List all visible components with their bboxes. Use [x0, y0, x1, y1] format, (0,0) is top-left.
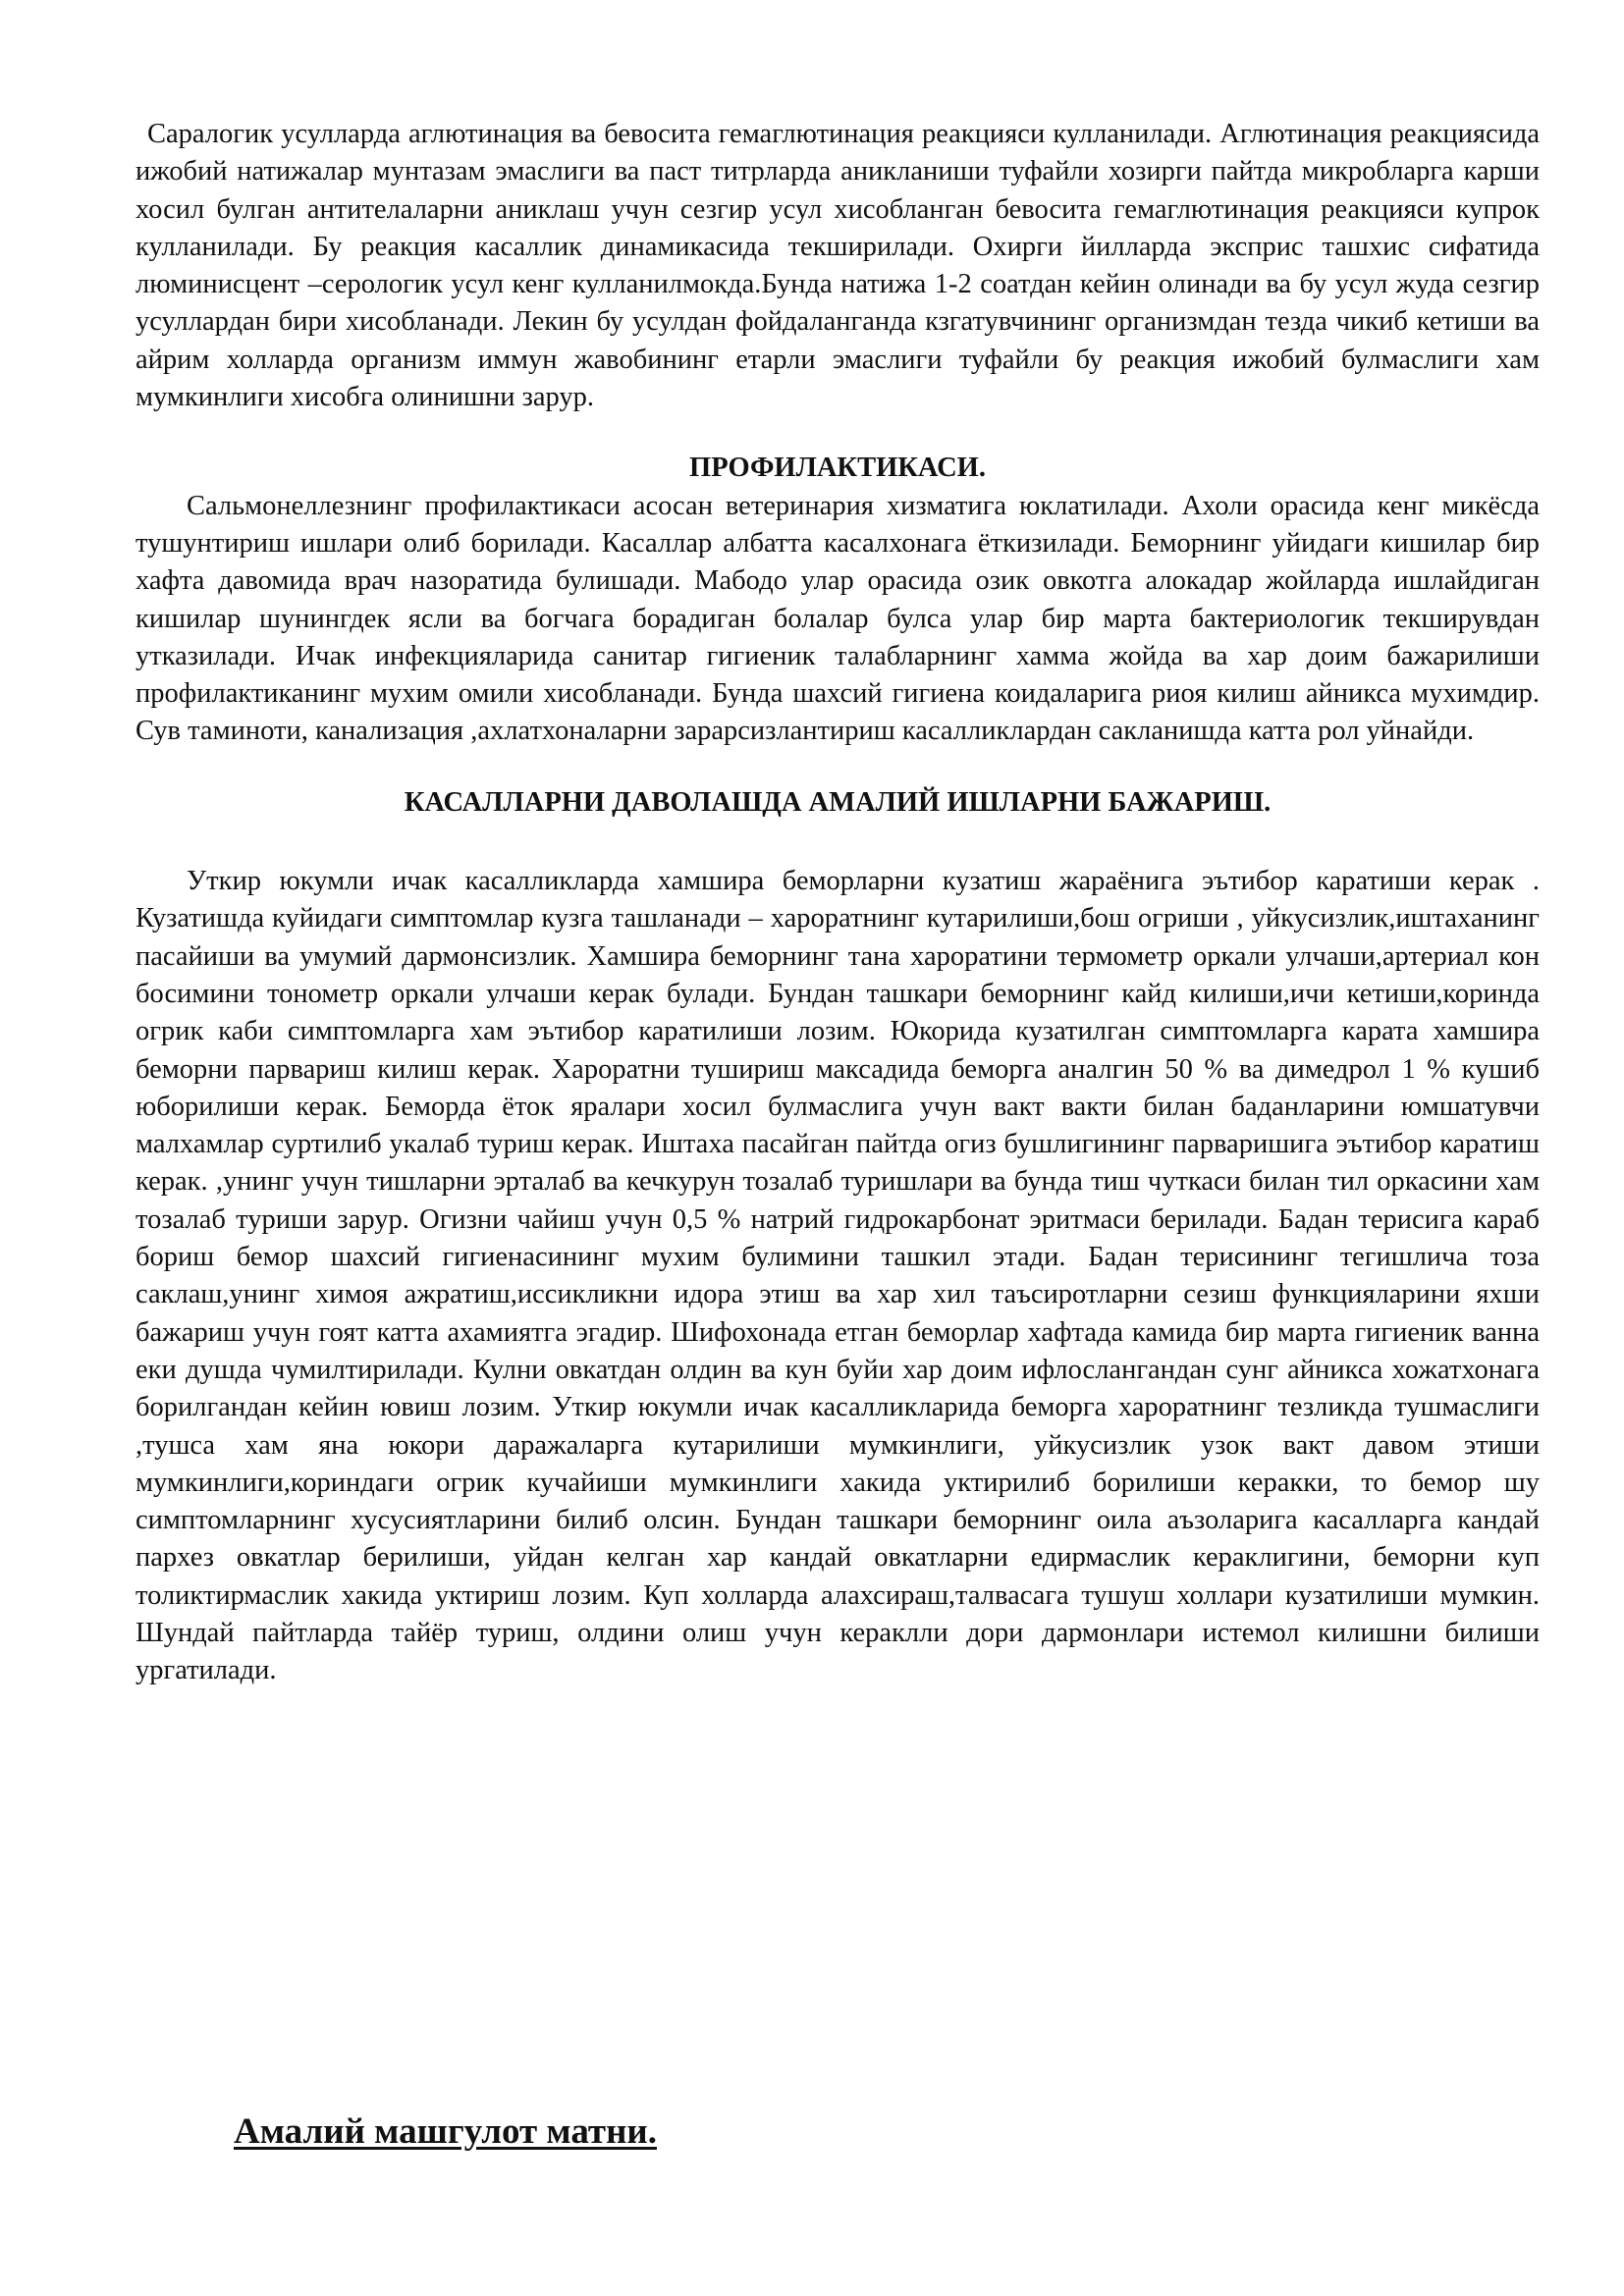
paragraph-treatment: Уткир юкумли ичак касалликларда хамшира беморларни кузатиш жараёнига эътибор каратиши керак . Кузатишда куйидаги симптомлар кузга ташланади – хароратнинг кутарилиши,бош огриши , уйкусизлик,иштаханинг пасайиши ва умумий дармонсизлик. Хамшира беморнинг тана хароратини термометр оркали улчаши,артериал кон босимини тонометр оркали улчаши керак булади. Бундан ташкари беморнинг кайд килиши,ичи кетиши,коринда огрик каби симптомларга хам эътибор каратилиши лозим. Юкорида кузатилган симптомларга карата хамшира беморни парвариш килиш керак. Хароратни тушириш максадида беморга аналгин 50 % ва димедрол 1 % кушиб юборилиши керак. Беморда ёток яралари хосил булмаслига учун вакт вакти билан баданларини юмшатувчи малхамлар суртилиб укалаб туриш керак. Иштаха пасайган пайтда огиз бушлигининг парваришига эътибор каратиш керак. ,унинг учун тишларни эрталаб ва кечкурун тозалаб туришлари ва бунда тиш чуткаси билан тил оркасини хам тозалаб туриши зарур. Огизни чайиш учун 0,5 % натрий гидрокарбонат эритмаси берилади. Бадан терисига караб бориш бемор шахсий гигиенасининг мухим булимини ташкил этади. Бадан терисининг тегишлича тоза саклаш,унинг химоя ажратиш,иссикликни идора этиш ва хар хил таъсиротларни сезиш функцияларини яхши бажариш учун гоят катта ахамиятга эгадир. Шифохонада етган беморлар хафтада камида бир марта гигиеник ванна еки душда чумилтирилади. Кулни овкатдан олдин ва кун буйи хар доим ифлослангандан сунг айникса хожатхонага борилгандан кейин ювиш лозим. Уткир юкумли ичак касалликларида беморга хароратнинг тезликда тушмаслиги ,тушса хам яна юкори даражаларга кутарилиши мумкинлиги, уйкусизлик узок вакт давом этиши мумкинлиги,кориндаги огрик кучайиши мумкинлиги хакида уктирилиб борилиши керакки, то бемор шу симптомларнинг хусусиятларини билиб олсин. Бундан ташкари беморнинг оила аъзоларига касалларга кандай пархез овкатлар берилиши, уйдан келган хар кандай овкатларни едирмаслик кераклигини, беморни куп толиктирмаслик хакида уктириш лозим. Куп холларда алахсираш,талвасага тушуш холлари кузатилиши мумкин. Шундай пайтларда тайёр туриш, олдини олиш учун кераклли дори дармонлари истемол килишни билиши ургатилади.	[135, 866, 1540, 1686]
practical-lesson-title: Амалий машгулот матни.	[234, 2111, 657, 2152]
document-page	[135, 116, 1540, 1690]
heading-treatment: КАСАЛЛАРНИ ДАВОЛАШДА АМАЛИЙ ИШЛАРНИ БАЖАРИШ.	[404, 786, 1272, 818]
paragraph-serology: Саралогик усулларда аглютинация ва бевосита гемаглютинация реакцияси кулланилади. Аглютинация реакциясида ижобий натижалар мунтазам эмаслиги ва паст титрларда аникланиши туфайли хозирги пайтда микробларга карши хосил булган антителаларни аниклаш учун сезгир усул хисобланган бевосита гемаглютинация реакцияси купрок кулланилади. Бу реакция касаллик динамикасида текширилади. Охирги йилларда эксприс ташхис сифатида люминисцент –серологик усул кенг кулланилмокда.Бунда натижа 1-2 соатдан кейин олинади ва бу усул жуда сезгир усуллардан бири хисобланади. Лекин бу усулдан фойдаланганда кзгатувчининг организмдан тезда чикиб кетиши ва айрим холларда организм иммун жавобининг етарли эмаслиги туфайли бу реакция ижобий булмаслиги хам мумкинлиги хисобга олинишни зарур.	[135, 119, 1540, 413]
paragraph-prophylaxis: Сальмонеллезнинг профилактикаси асосан ветеринария хизматига юклатилади. Ахоли орасида кенг микёсда тушунтириш ишлари олиб борилади. Касаллар албатта касалхонага ёткизилади. Беморнинг уйидаги кишилар бир хафта давомида врач назоратида булишади. Мабодо улар орасида озик овкотга алокадар жойларда ишлайдиган кишилар шунингдек ясли ва богчага борадиган болалар булса улар бир марта бактериологик текширувдан утказилади. Ичак инфекцияларида санитар гигиеник талабларнинг хамма жойда ва хар доим бажарилиши профилактиканинг мухим омили хисобланади. Бунда шахсий гигиена коидаларига риоя килиш айникса мухимдир. Сув таминоти, канализация ,ахлатхоналарни зарарсизлантириш касалликлардан сакланишда катта рол уйнайди.	[135, 490, 1540, 747]
heading-prophylaxis: ПРОФИЛАКТИКАСИ.	[689, 453, 986, 484]
